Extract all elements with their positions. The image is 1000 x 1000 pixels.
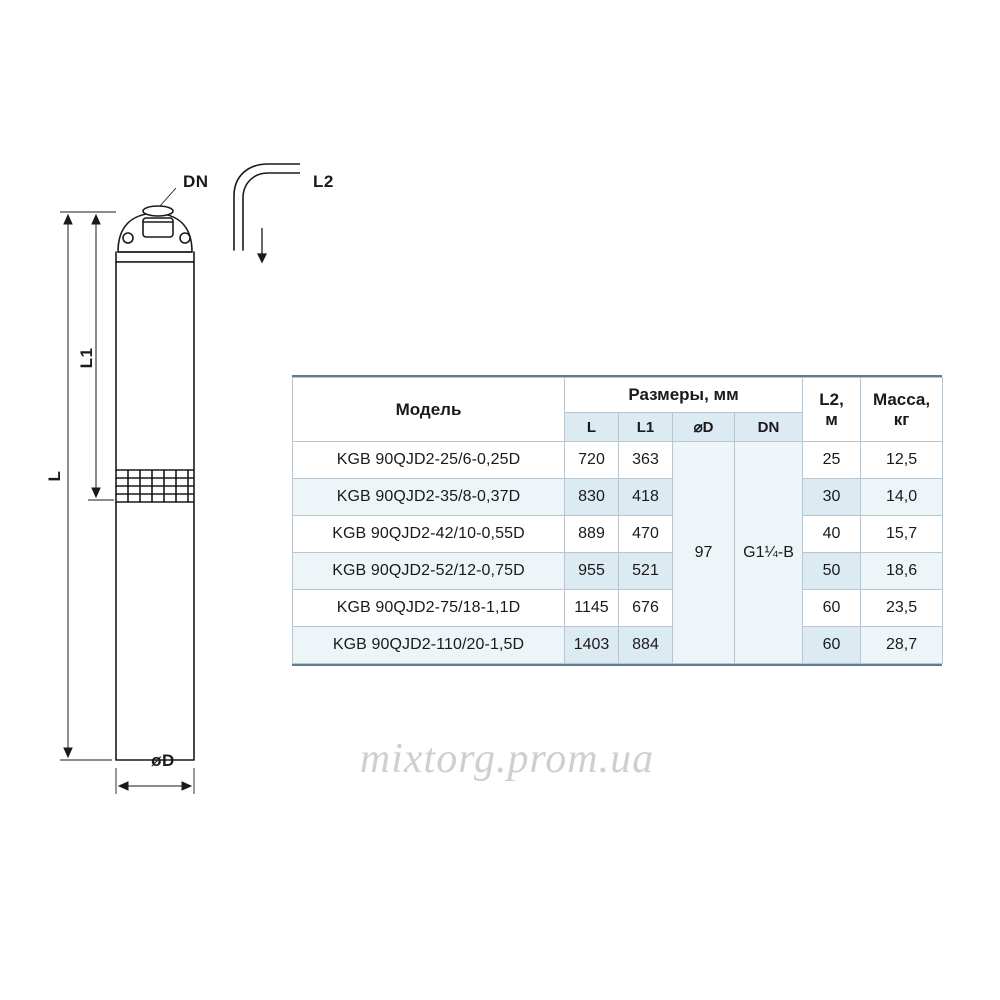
cell-l: 1145	[565, 590, 619, 627]
header-mass-line2: кг	[893, 409, 910, 429]
cell-l2: 30	[803, 479, 861, 516]
table-bottom-rule	[292, 664, 942, 666]
cell-l1: 470	[619, 516, 673, 553]
header-sub-l1: L1	[619, 413, 673, 442]
cell-model: KGB 90QJD2-52/12-0,75D	[293, 553, 565, 590]
header-l2-line1: L2,	[819, 389, 844, 409]
cell-model: KGB 90QJD2-25/6-0,25D	[293, 442, 565, 479]
header-sub-d: ⌀D	[673, 413, 735, 442]
table-row	[293, 479, 943, 516]
cell-mass: 18,6	[861, 553, 943, 590]
table-row	[293, 627, 943, 664]
table-row	[293, 442, 943, 479]
label-l2: L2	[313, 172, 334, 191]
cell-l1: 521	[619, 553, 673, 590]
flow-arrows	[258, 228, 300, 262]
cell-l2: 60	[803, 627, 861, 664]
cell-mass: 14,0	[861, 479, 943, 516]
cell-l2: 25	[803, 442, 861, 479]
label-l: L	[45, 470, 64, 482]
pump-head	[118, 206, 192, 252]
cell-l: 955	[565, 553, 619, 590]
pump-technical-drawing	[0, 0, 334, 820]
table-header-row-1	[293, 378, 943, 413]
table-row	[293, 516, 943, 553]
table-row	[293, 553, 943, 590]
header-mass-line1: Масса,	[872, 389, 931, 409]
power-cable	[234, 164, 300, 318]
header-mass	[861, 378, 943, 442]
cell-l: 889	[565, 516, 619, 553]
header-dimensions-group: Размеры, мм	[565, 378, 803, 413]
cell-l1: 676	[619, 590, 673, 627]
cell-l1: 363	[619, 442, 673, 479]
header-l2	[803, 378, 861, 442]
cell-l: 830	[565, 479, 619, 516]
header-sub-dn: DN	[735, 413, 803, 442]
cell-l: 720	[565, 442, 619, 479]
cell-mass: 28,7	[861, 627, 943, 664]
cell-l1: 884	[619, 627, 673, 664]
cell-dn-merged: G1¼-B	[735, 442, 803, 664]
header-sub-l: L	[565, 413, 619, 442]
cell-mass: 23,5	[861, 590, 943, 627]
cell-l2: 50	[803, 553, 861, 590]
table-head	[293, 378, 943, 442]
cell-model: KGB 90QJD2-110/20-1,5D	[293, 627, 565, 664]
cell-mass: 12,5	[861, 442, 943, 479]
cell-l1: 418	[619, 479, 673, 516]
pump-drawing-svg	[0, 0, 300, 820]
watermark: mixtorg.prom.ua	[359, 736, 655, 782]
label-dn: DN	[183, 172, 209, 191]
specification-table-wrapper	[292, 375, 942, 666]
cell-l2: 60	[803, 590, 861, 627]
cell-l2: 40	[803, 516, 861, 553]
header-model: Модель	[293, 378, 565, 442]
cell-mass: 15,7	[861, 516, 943, 553]
label-phi-d: øD	[151, 751, 175, 770]
cell-model: KGB 90QJD2-35/8-0,37D	[293, 479, 565, 516]
cell-l: 1403	[565, 627, 619, 664]
table-body	[293, 442, 943, 664]
cell-diameter-merged: 97	[673, 442, 735, 664]
cell-model: KGB 90QJD2-42/10-0,55D	[293, 516, 565, 553]
header-l2-line2: м	[825, 409, 838, 429]
table-row	[293, 590, 943, 627]
label-l1: L1	[77, 347, 96, 369]
cell-model: KGB 90QJD2-75/18-1,1D	[293, 590, 565, 627]
specification-table	[292, 377, 943, 664]
